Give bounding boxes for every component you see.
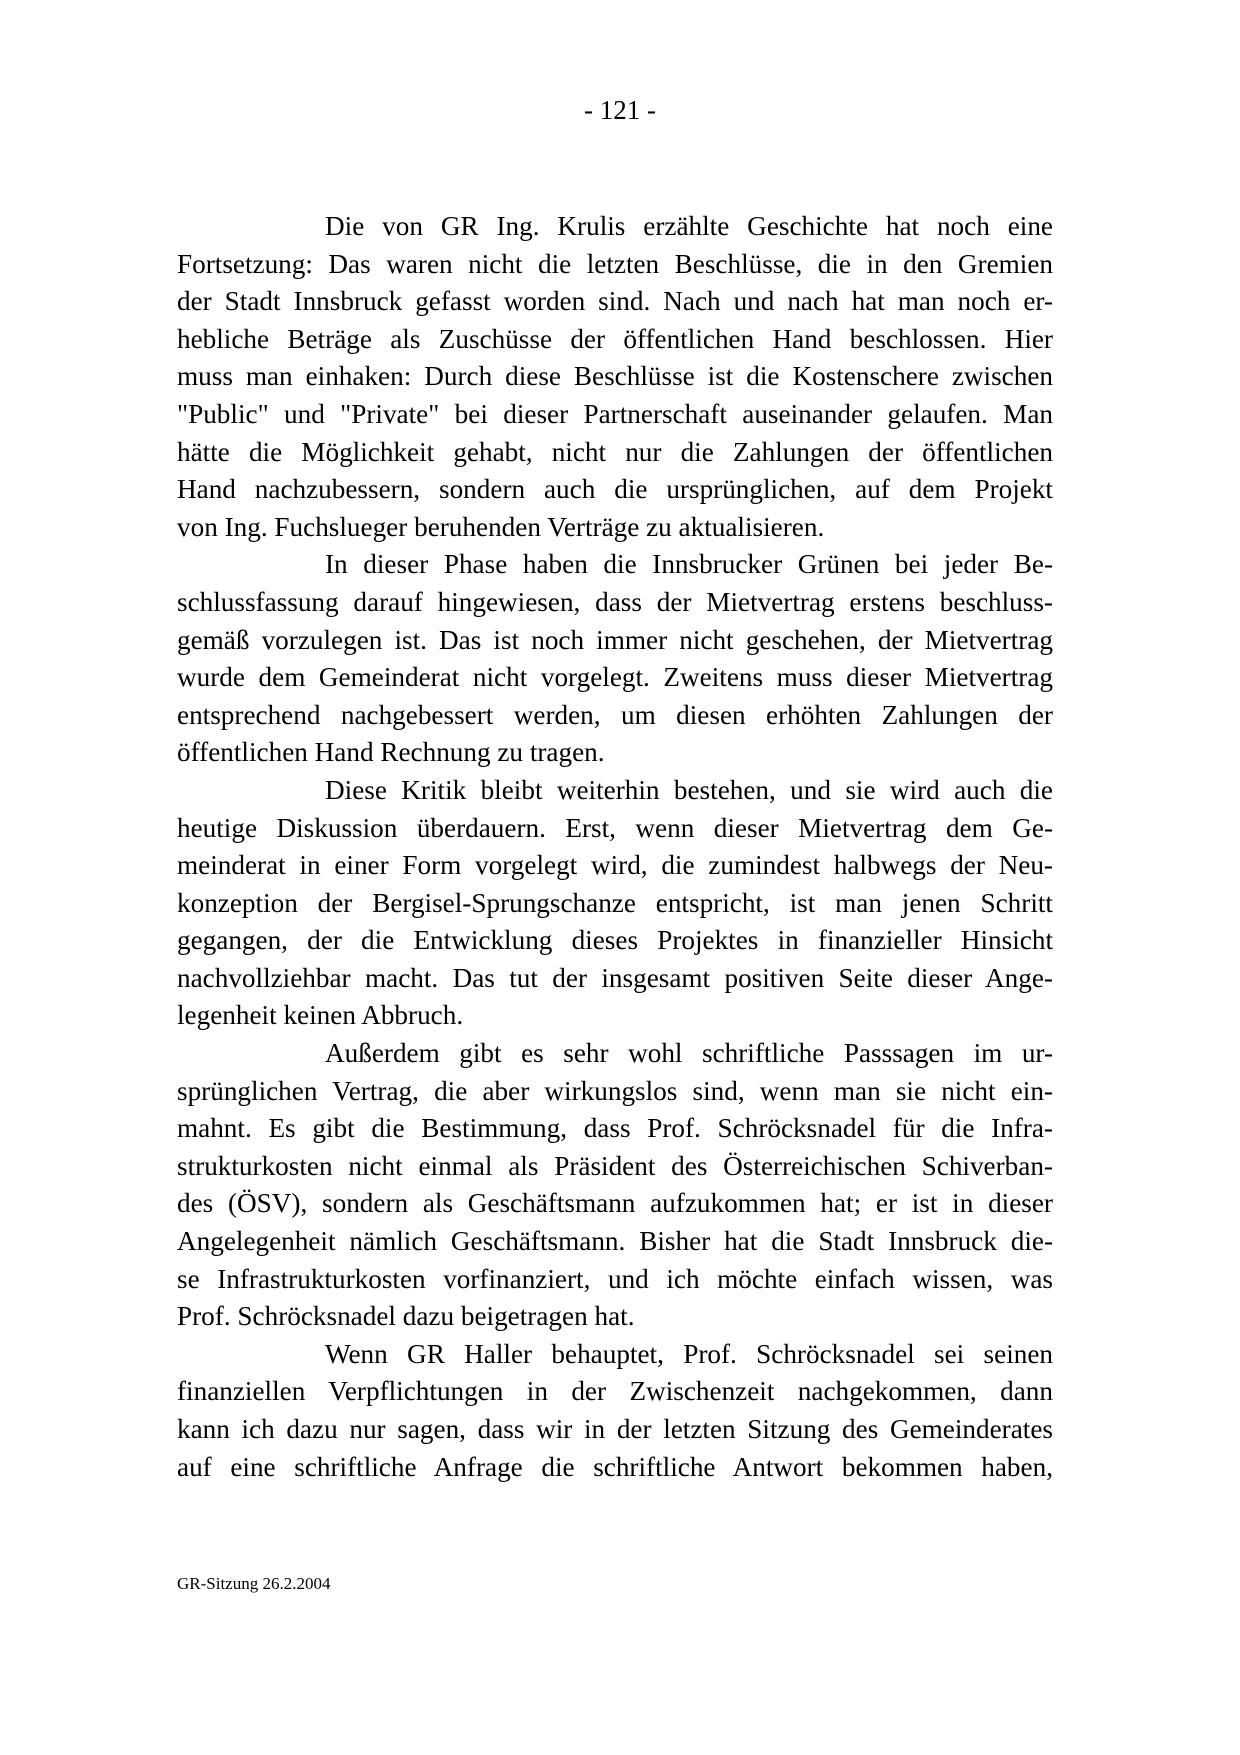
text-line: auf eine schriftliche Anfrage die schriftliche Antwort bekommen haben, (177, 1451, 1053, 1482)
text-line: gegangen, der die Entwicklung dieses Projektes in finanzieller Hinsicht (177, 925, 1053, 956)
text-line: von Ing. Fuchslueger beruhenden Verträge zu aktualisieren. (177, 511, 825, 542)
paragraph (177, 772, 1053, 1035)
text-line: öffentlichen Hand Rechnung zu tragen. (177, 737, 605, 768)
paragraph (177, 546, 1053, 772)
text-line: entsprechend nachgebessert werden, um diesen erhöhten Zahlungen der (177, 699, 1053, 730)
text-line: Wenn GR Haller behauptet, Prof. Schröcksnadel sei seinen (325, 1338, 1053, 1369)
text-line: se Infrastrukturkosten vorfinanziert, und ich möchte einfach wissen, was (177, 1263, 1053, 1294)
paragraph (177, 1336, 1053, 1486)
text-line: hebliche Beträge als Zuschüsse der öffentlichen Hand beschlossen. Hier (177, 323, 1053, 354)
text-line: Angelegenheit nämlich Geschäftsmann. Bisher hat die Stadt Innsbruck die- (177, 1226, 1053, 1257)
footer-session-date: GR-Sitzung 26.2.2004 (177, 1574, 331, 1593)
text-line: "Public" und "Private" bei dieser Partnerschaft auseinander gelaufen. Man (177, 398, 1053, 429)
text-line: legenheit keinen Abbruch. (177, 1000, 464, 1031)
text-line: gemäß vorzulegen ist. Das ist noch immer nicht geschehen, der Mietvertrag (177, 624, 1053, 655)
text-line: konzeption der Bergisel-Sprungschanze entspricht, ist man jenen Schritt (177, 887, 1053, 918)
text-line: heutige Diskussion überdauern. Erst, wenn dieser Mietvertrag dem Ge- (177, 812, 1053, 843)
text-line: Fortsetzung: Das waren nicht die letzten Beschlüsse, die in den Gremien (177, 248, 1053, 279)
text-line: Die von GR Ing. Krulis erzählte Geschichte hat noch eine (325, 211, 1053, 241)
paragraph (177, 208, 1053, 546)
text-line: In dieser Phase haben die Innsbrucker Grünen bei jeder Be- (325, 549, 1053, 580)
text-line: kann ich dazu nur sagen, dass wir in der letzten Sitzung des Gemeinderates (177, 1414, 1053, 1444)
paragraph (177, 1035, 1053, 1336)
page-number: - 121 - (584, 95, 656, 125)
text-line: nachvollziehbar macht. Das tut der insgesamt positiven Seite dieser Ange- (177, 962, 1053, 993)
document-body (177, 208, 1053, 1486)
text-line: Prof. Schröcksnadel dazu beigetragen hat. (177, 1301, 635, 1332)
text-line: hätte die Möglichkeit gehabt, nicht nur die Zahlungen der öffentlichen (177, 436, 1053, 467)
text-line: Hand nachzubessern, sondern auch die ursprünglichen, auf dem Projekt (177, 474, 1053, 505)
text-line: der Stadt Innsbruck gefasst worden sind. Nach und nach hat man noch er- (177, 286, 1053, 317)
text-line: mahnt. Es gibt die Bestimmung, dass Prof. Schröcksnadel für die Infra- (177, 1113, 1053, 1144)
text-line: Diese Kritik bleibt weiterhin bestehen, und sie wird auch die (325, 774, 1053, 805)
text-line: schlussfassung darauf hingewiesen, dass der Mietvertrag erstens beschluss- (177, 586, 1053, 617)
text-line: strukturkosten nicht einmal als Präsident des Österreichischen Schiverban- (177, 1150, 1053, 1181)
text-line: sprünglichen Vertrag, die aber wirkungslos sind, wenn man sie nicht ein- (177, 1075, 1053, 1106)
text-line: meinderat in einer Form vorgelegt wird, die zumindest halbwegs der Neu- (177, 850, 1053, 881)
text-line: finanziellen Verpflichtungen in der Zwischenzeit nachgekommen, dann (177, 1376, 1053, 1407)
text-line: des (ÖSV), sondern als Geschäftsmann aufzukommen hat; er ist in dieser (177, 1188, 1053, 1219)
text-line: Außerdem gibt es sehr wohl schriftliche Passsagen im ur- (325, 1038, 1053, 1069)
text-line: wurde dem Gemeinderat nicht vorgelegt. Zweitens muss dieser Mietvertrag (177, 662, 1053, 693)
text-line: muss man einhaken: Durch diese Beschlüsse ist die Kostenschere zwischen (177, 361, 1053, 392)
